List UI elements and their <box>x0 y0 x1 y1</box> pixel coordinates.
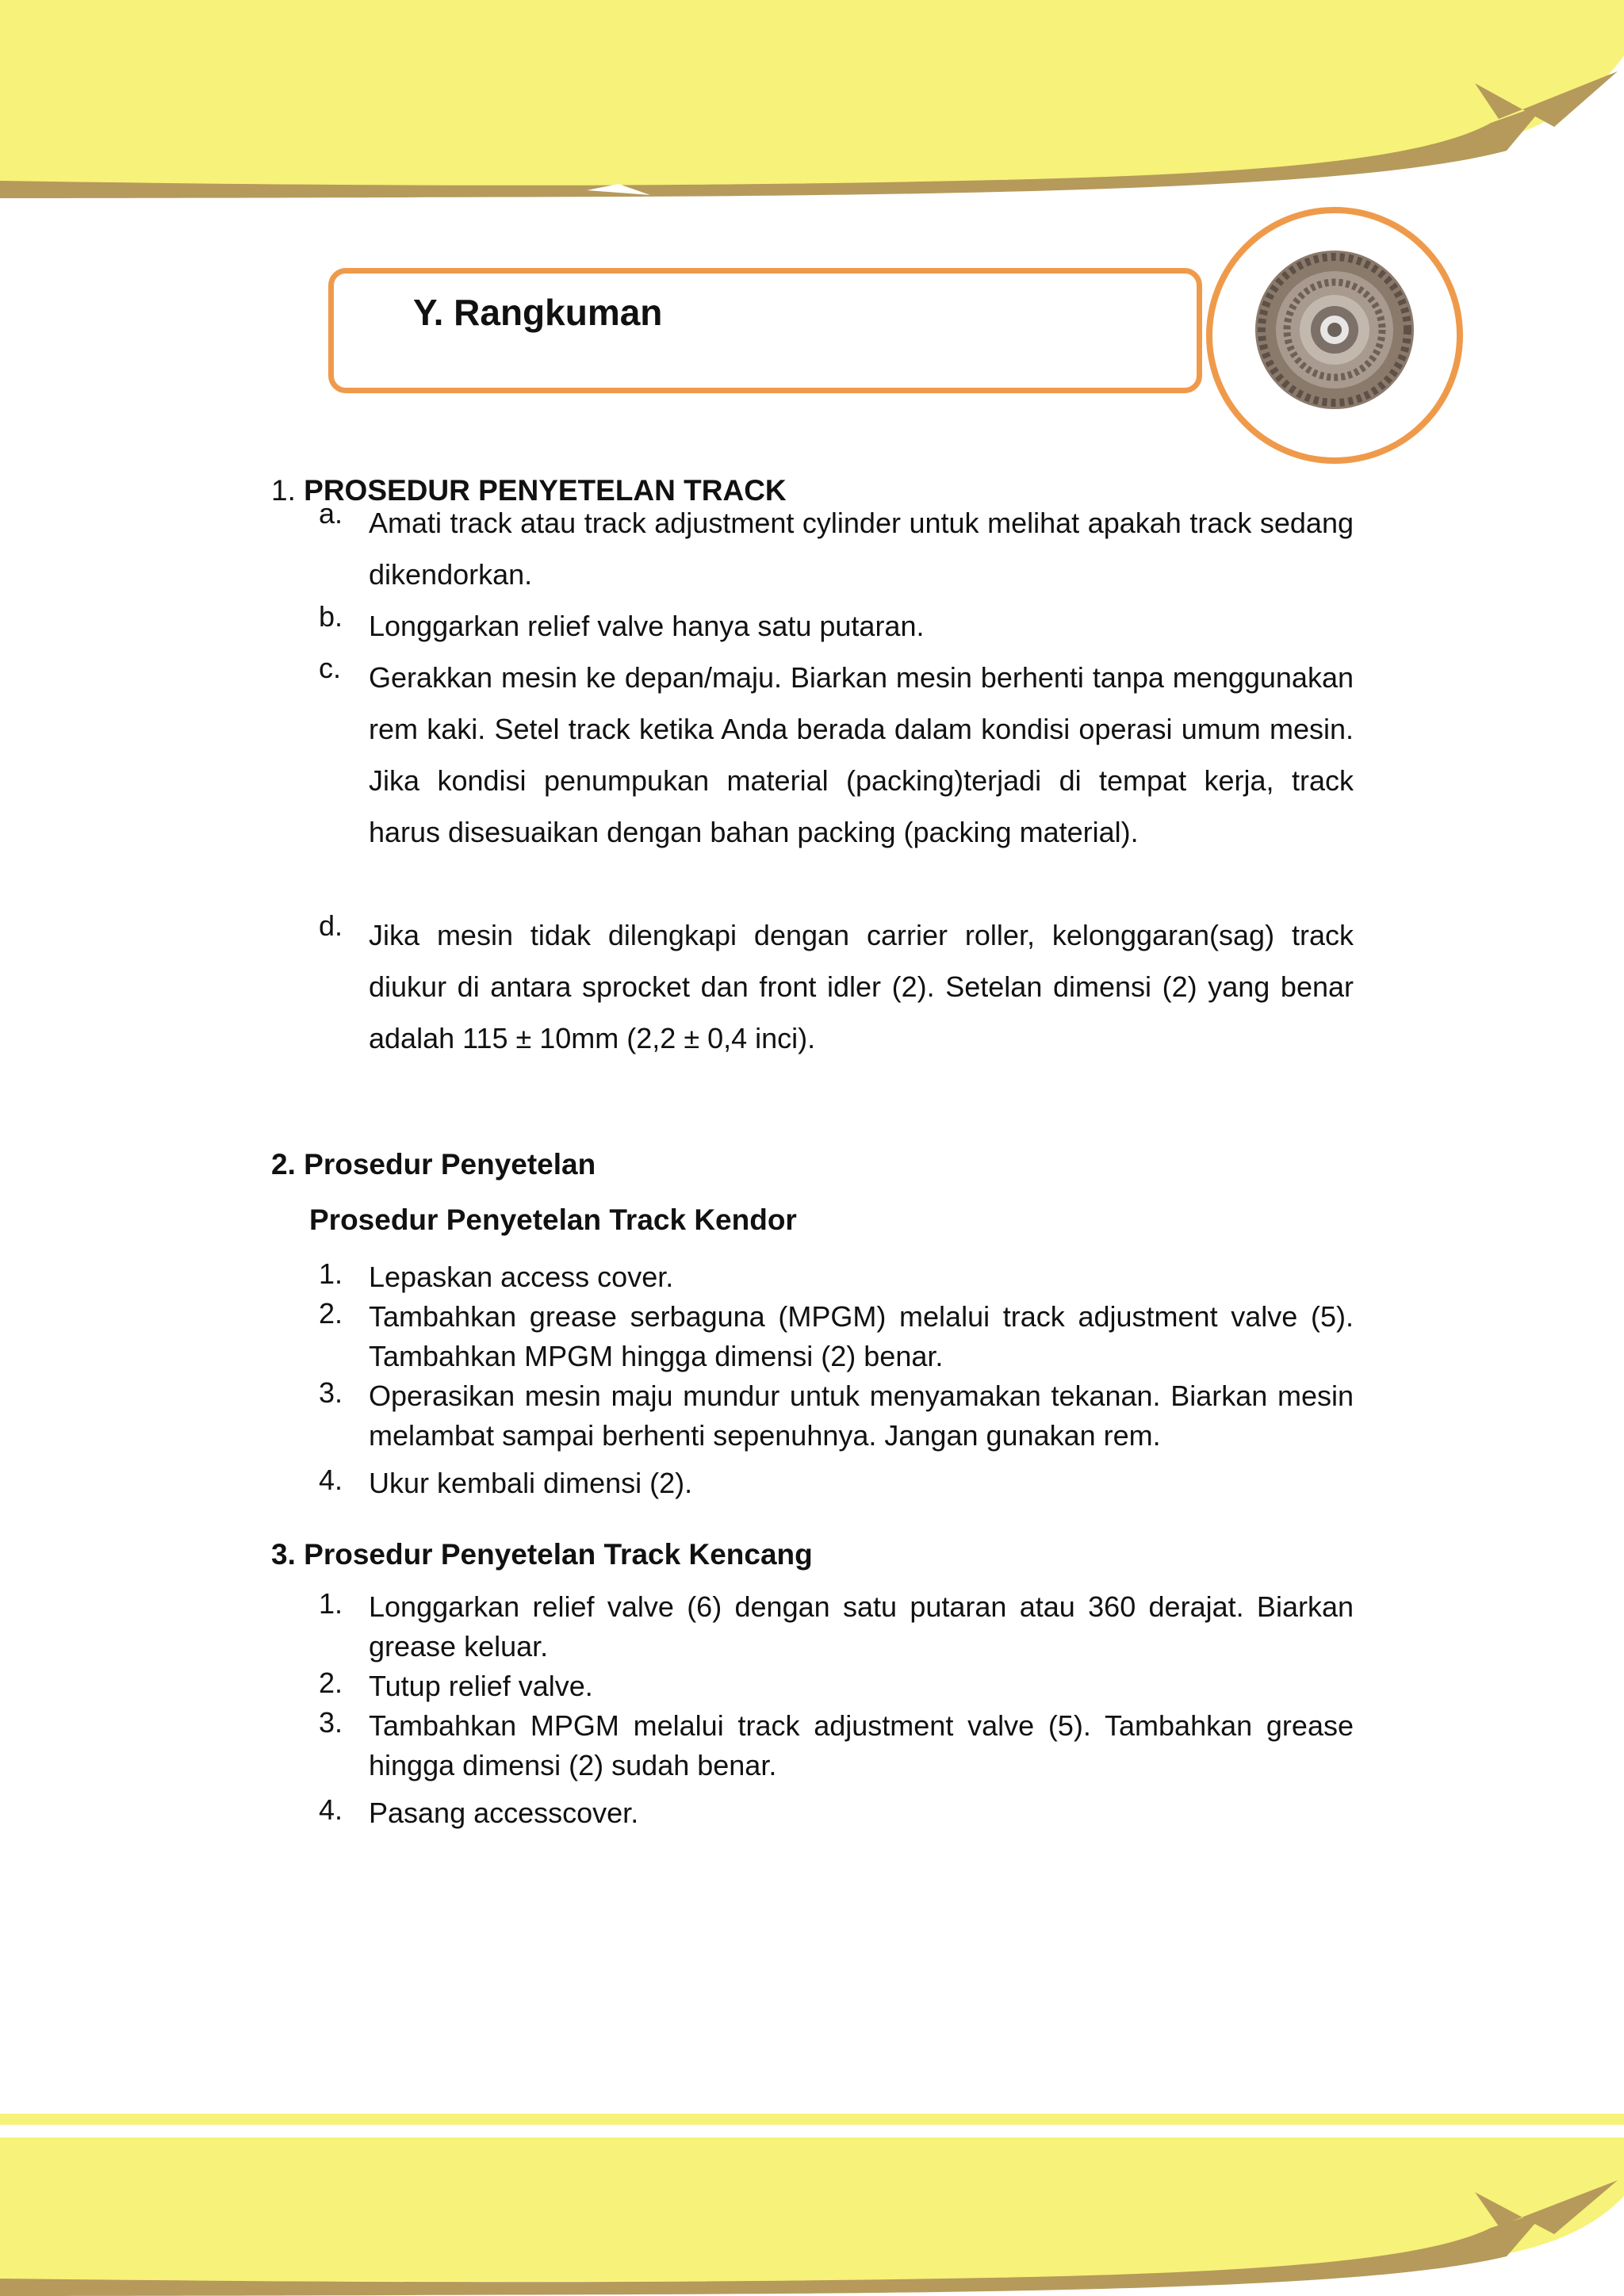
bottom-banner-decoration <box>0 2101 1624 2296</box>
section-title: Y. Rangkuman <box>413 292 663 333</box>
section-2-subheading: Prosedur Penyetelan Track Kendor <box>309 1203 797 1236</box>
list-item: a. Amati track atau track adjustment cylinder untuk melihat apakah track sedang dikendorkan. <box>319 497 1354 591</box>
list-item: 2. Tambahkan grease serbaguna (MPGM) melalui track adjustment valve (5). Tambahkan MPGM hingga dimensi (2) benar. <box>319 1297 1354 1372</box>
list-item: 3. Tambahkan MPGM melalui track adjustment valve (5). Tambahkan grease hingga dimensi (2) sudah benar. <box>319 1706 1354 1781</box>
list-item: 1. Lepaskan access cover. <box>319 1257 674 1293</box>
top-banner-decoration <box>0 0 1624 214</box>
torque-converter-medallion-icon <box>1204 205 1465 466</box>
list-item: b. Longgarkan relief valve hanya satu putaran. <box>319 600 925 642</box>
list-item: 4. Ukur kembali dimensi (2). <box>319 1464 693 1499</box>
list-item: c. Gerakkan mesin ke depan/maju. Biarkan mesin berhenti tanpa menggunakan rem kaki. Setel track ketika Anda berada dalam kondisi operasi umum mesin. Jika kondisi penumpukan material (packing)terjadi di tempat kerja, track harus disesuaikan dengan bahan packing (packing material). <box>319 652 1354 848</box>
list-item: 4. Pasang accesscover. <box>319 1793 639 1829</box>
section-3-heading: 3. Prosedur Penyetelan Track Kencang <box>271 1538 813 1571</box>
list-item: 2. Tutup relief valve. <box>319 1667 593 1702</box>
list-item: d. Jika mesin tidak dilengkapi dengan carrier roller, kelonggaran(sag) track diukur di antara sprocket dan front idler (2). Setelan dimensi (2) yang benar adalah 115 ± 10mm (2,2 ± 0,4 inci). <box>319 909 1354 1054</box>
section-1-heading: 1. PROSEDUR PENYETELAN TRACK <box>271 474 787 507</box>
section-2-heading: 2. Prosedur Penyetelan <box>271 1148 596 1181</box>
list-item: 3. Operasikan mesin maju mundur untuk menyamakan tekanan. Biarkan mesin melambat sampai berhenti sepenuhnya. Jangan gunakan rem. <box>319 1376 1354 1452</box>
list-item: 1. Longgarkan relief valve (6) dengan satu putaran atau 360 derajat. Biarkan grease keluar. <box>319 1587 1354 1663</box>
section-title-box <box>328 268 1202 393</box>
